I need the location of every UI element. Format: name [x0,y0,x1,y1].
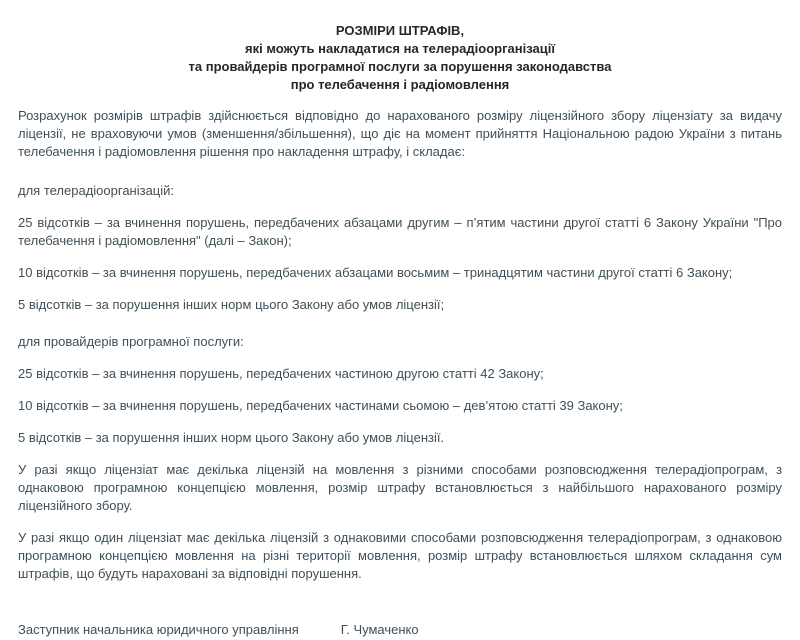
paragraph-calculation-intro: Розрахунок розмірів штрафів здійснюється відповідно до нарахованого розміру ліцензійного збору ліцензіату за видачу ліцензії, не враховуючи умов (зменшення/збільшення), що діє на момент прийняття Національною радою України з питань телебачення і радіомовлення рішення про накладення штрафу, і складає: [18,108,782,159]
signature-name: Г. Чумаченко [340,622,419,637]
title-line: та провайдерів програмної послуги за порушення законодавства [188,59,612,74]
paragraph-section-broadcasters: для телерадіоорганізацій: [18,183,175,198]
signature-block [18,621,782,639]
title-line: про телебачення і радіомовлення [290,77,510,92]
paragraph-providers-5-percent: 5 відсотків – за порушення інших норм цього Закону або умов ліцензії. [18,430,445,445]
paragraph-providers-25-percent: 25 відсотків – за вчинення порушень, передбачених частиною другою статті 42 Закону; [18,366,544,381]
paragraph-broadcasters-5-percent: 5 відсотків – за порушення інших норм цього Закону або умов ліцензії; [18,297,445,312]
paragraph-multiple-licenses-different-methods: У разі якщо ліцензіат має декілька ліцензій на мовлення з різними способами розповсюдження телерадіопрограм, з однаковою програмною концепцією мовлення, розмір штрафу встановлюється з найбільшого нарахованого розміру ліцензійного збору. [18,462,782,513]
title-line: які можуть накладатися на телерадіоорганізації [245,41,555,56]
title-line: РОЗМІРИ ШТРАФІВ, [335,23,465,38]
signature-role: Заступник начальника юридичного управління [18,622,299,637]
paragraph-broadcasters-25-percent: 25 відсотків – за вчинення порушень, передбачених абзацами другим – п’ятим частини другої статті 6 Закону України "Про телебачення і радіомовлення" (далі – Закон); [18,215,782,248]
document-title [18,22,782,94]
paragraph-providers-10-percent: 10 відсотків – за вчинення порушень, передбачених частинами сьомою – дев’ятою статті 39 Закону; [18,398,623,413]
paragraph-broadcasters-10-percent: 10 відсотків – за вчинення порушень, передбачених абзацами восьмим – тринадцятим частини другої статті 6 Закону; [18,265,733,280]
paragraph-section-providers: для провайдерів програмної послуги: [18,334,244,349]
paragraph-multiple-licenses-same-methods: У разі якщо один ліцензіат має декілька ліцензій з однаковими способами розповсюдження телерадіопрограм, з однаковою програмною концепцією мовлення на різні території мовлення, розмір штрафу встановлюється шляхом складання сум штрафів, що будуть нараховані за відповідні порушення. [18,530,782,581]
